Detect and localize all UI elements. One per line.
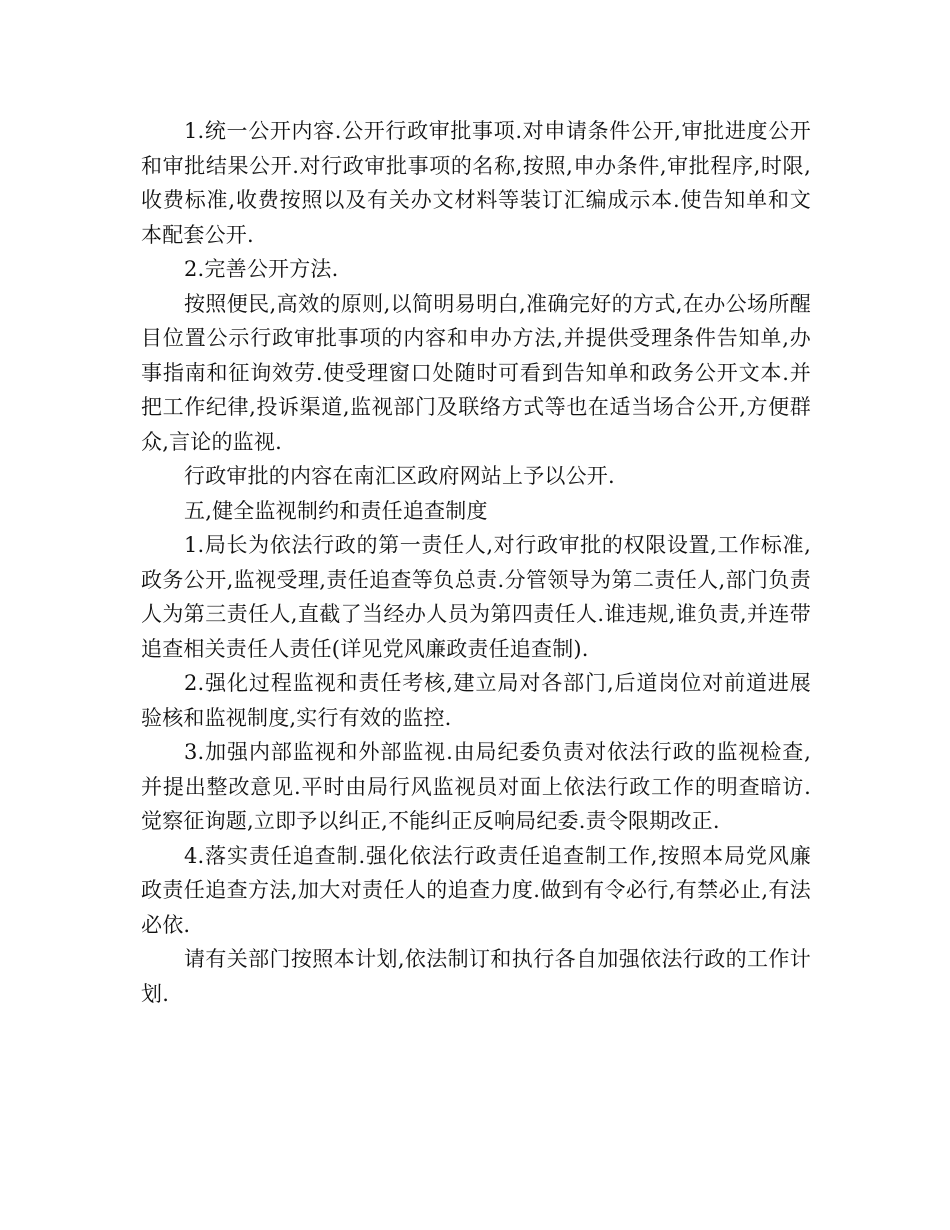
paragraph-internal-external-supervision: 3.加强内部监视和外部监视.由局纪委负责对依法行政的监视检查,并提出整改意见.平时由局行风监视员对面上依法行政工作的明查暗访.觉察征询题,立即予以纠正,不能纠正反响局纪委.责令限期改正. [141,740,811,833]
paragraph-publish-content: 1.统一公开内容.公开行政审批事项.对申请条件公开,审批进度公开和审批结果公开.对行政审批事项的名称,按照,申办条件,审批程序,时限,收费标准,收费按照以及有关办文材料等装订汇编成示本.使告知单和文本配套公开. [141,119,811,247]
paragraph-responsibility-chain: 1.局长为依法行政的第一责任人,对行政审批的权限设置,工作标准,政务公开,监视受理,责任追查等负总责.分管领导为第二责任人,部门负责人为第三责任人,直截了当经办人员为第四责任人.谁违规,谁负责,并连带追查相关责任人责任(详见党风廉政责任追查制). [141,533,811,661]
section-heading-supervision: 五,健全监视制约和责任追查制度 [184,498,488,523]
paragraph-convenience-principle: 按照便民,高效的原则,以简明易明白,准确完好的方式,在办公场所醒目位置公示行政审批事项的内容和申办方法,并提供受理条件告知单,办事指南和征询效劳.使受理窗口处随时可看到告知单和政务公开文本.并把工作纪律,投诉渠道,监视部门及联络方式等也在适当场合公开,方便群众,言论的监视. [141,291,811,454]
paragraph-accountability: 4.落实责任追查制.强化依法行政责任追查制工作,按照本局党风廉政责任追查方法,加大对责任人的追查力度.做到有令必行,有禁必止,有法必依. [141,843,811,937]
paragraph-website-publication: 行政审批的内容在南汇区政府网站上予以公开. [184,464,615,488]
paragraph-closing-request: 请有关部门按照本计划,依法制订和执行各自加强依法行政的工作计划. [141,947,811,1006]
document-body [141,114,811,1011]
paragraph-process-supervision: 2.强化过程监视和责任考核,建立局对各部门,后道岗位对前道进展验核和监视制度,实行有效的监控. [141,671,811,730]
paragraph-improve-method-heading: 2.完善公开方法. [184,257,339,281]
